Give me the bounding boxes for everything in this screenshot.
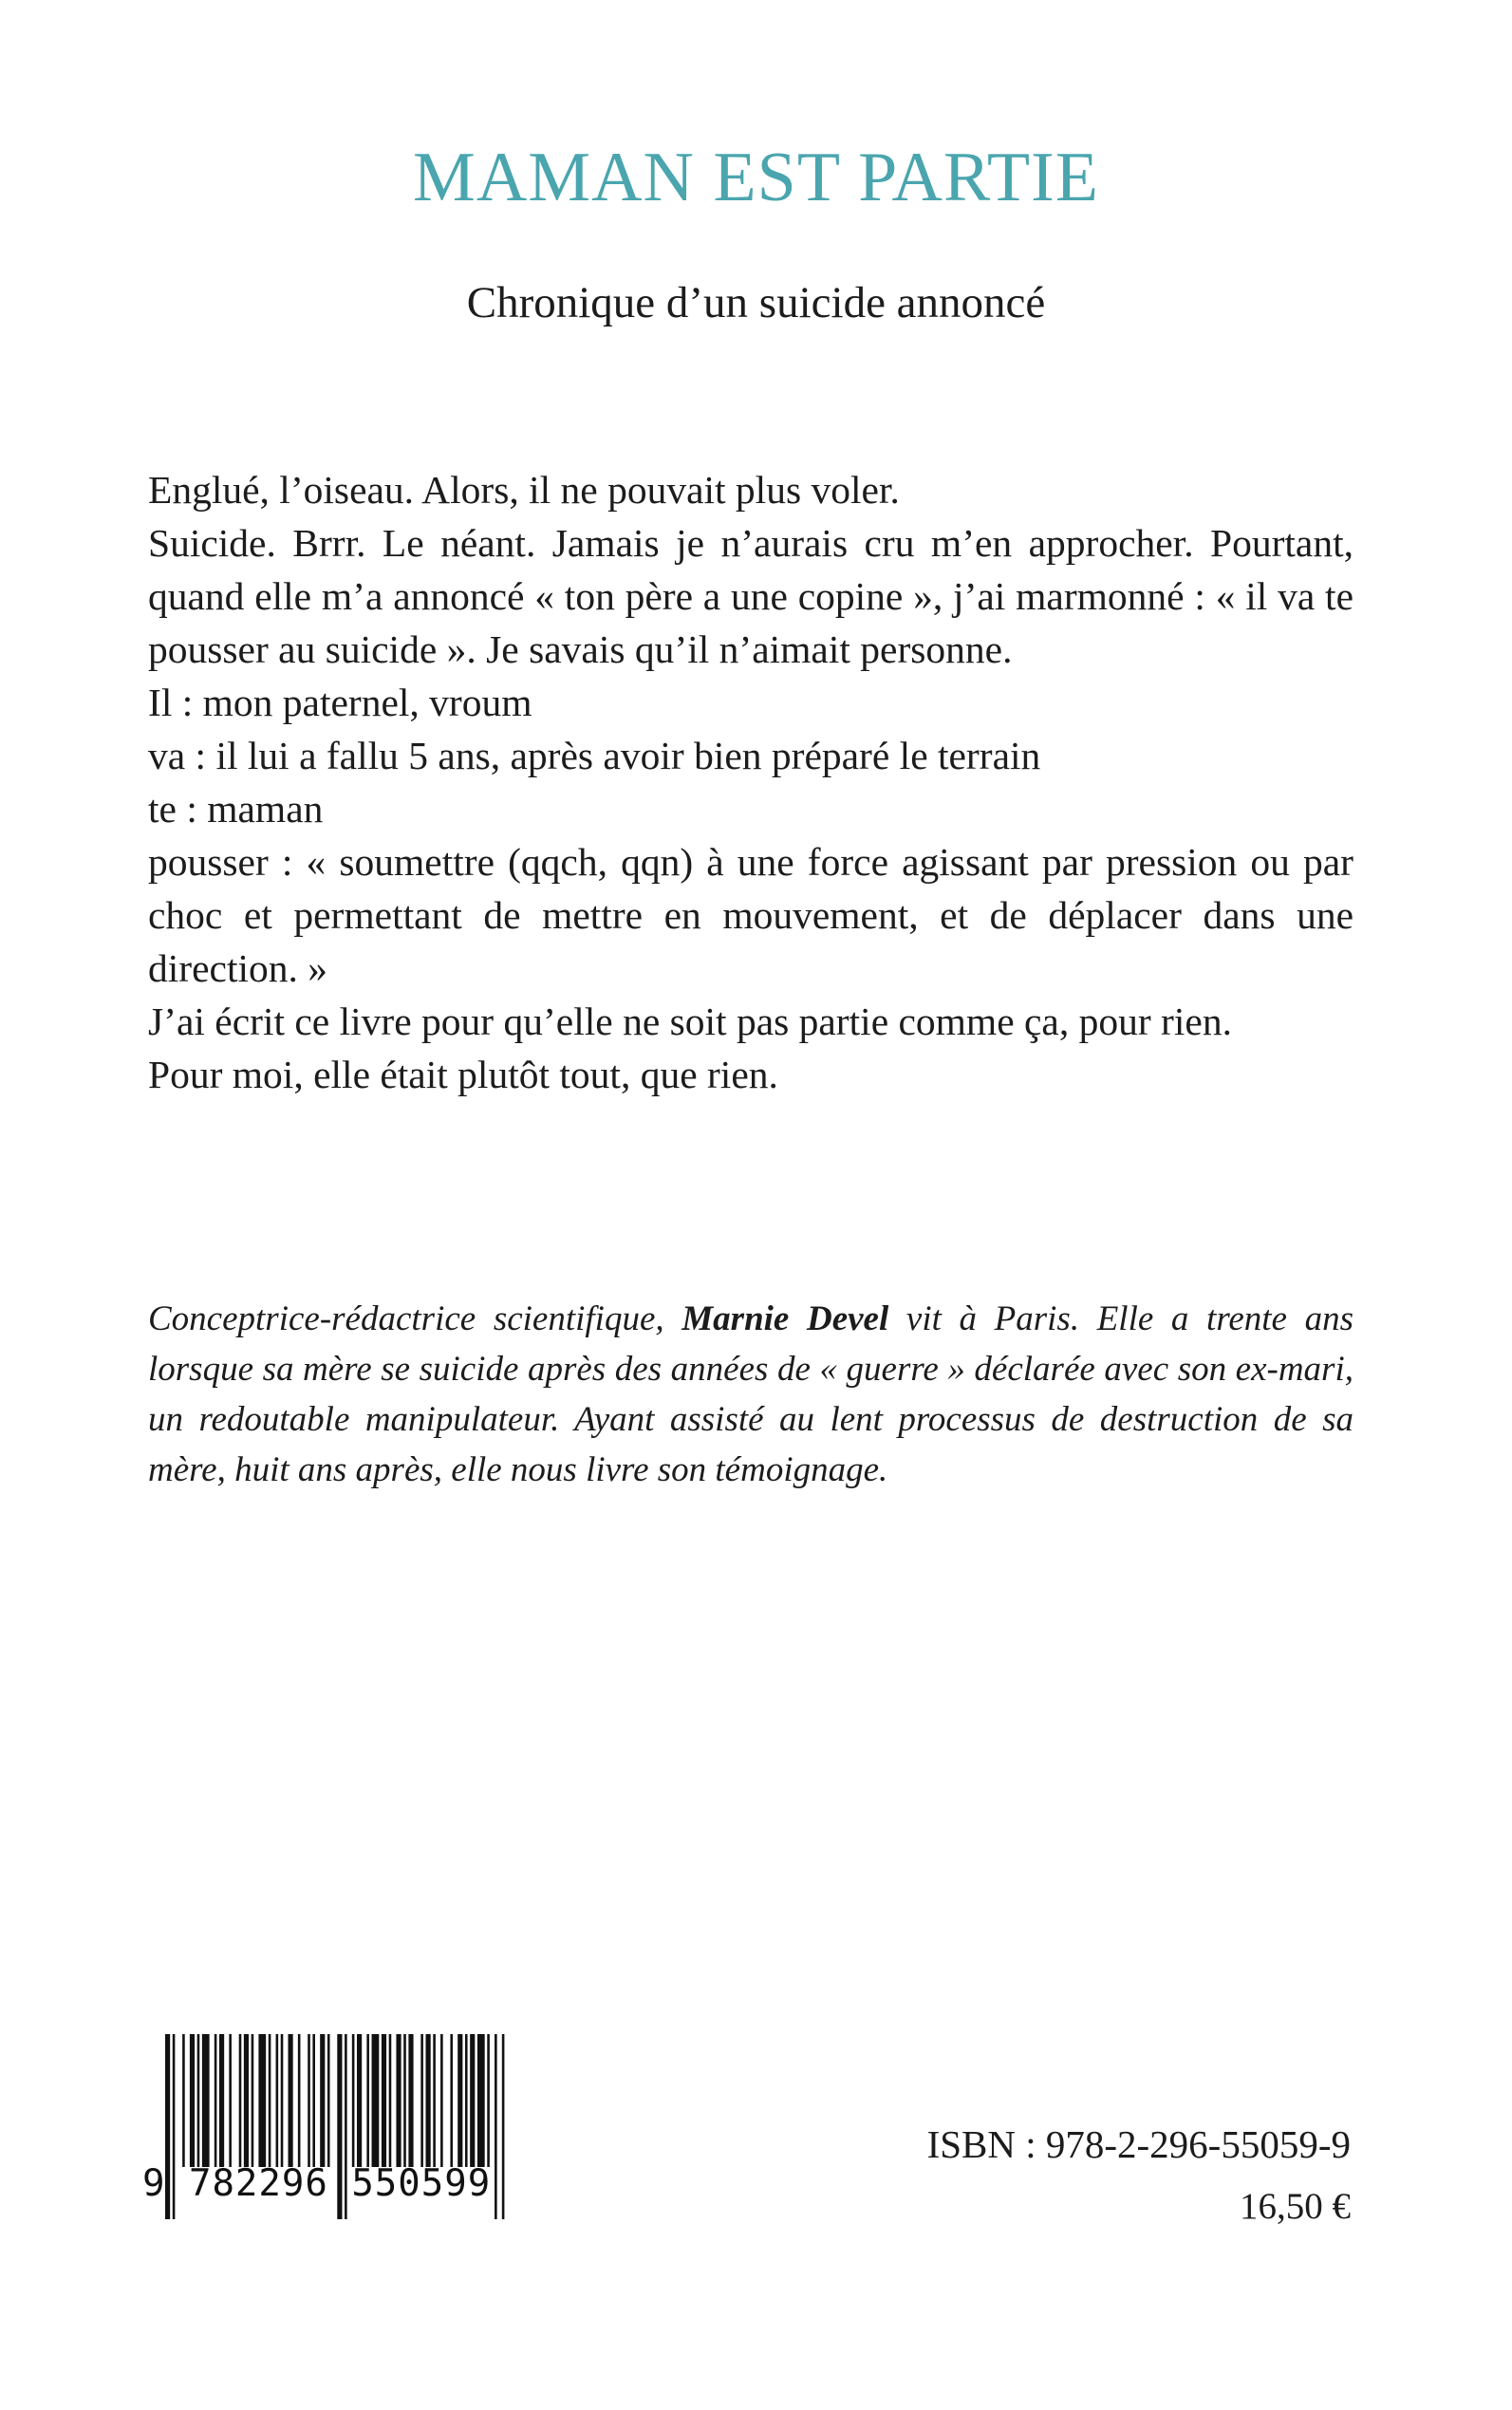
barcode-bar [477, 2034, 485, 2167]
blurb-line: va : il lui a fallu 5 ans, après avoir bien préparé le terrain [148, 734, 1041, 777]
author-bio [148, 1294, 1353, 1495]
blurb-line: J’ai écrit ce livre pour qu’elle ne soit pas partie comme ça, pour rien. [148, 999, 1232, 1043]
barcode-bar [357, 2034, 362, 2167]
isbn: ISBN : 978-2-296-55059-9 [926, 2122, 1351, 2166]
barcode-bar [298, 2034, 301, 2167]
barcode-bar [465, 2034, 468, 2167]
barcode-bar [440, 2034, 443, 2167]
barcode-bar [320, 2034, 325, 2167]
bio-text: vit à Paris. Elle a trente ans lorsque sa mère se suicide après des années de « guerre » déclarée avec son ex-mari, un redoutable manipulateur. Ayant assisté au lent processus de destruction de sa mère, huit ans après, elle nous livre son témoignage. [148, 1299, 1353, 1489]
barcode-bar [426, 2034, 431, 2167]
barcode-bar [219, 2034, 224, 2167]
barcode-bar [276, 2034, 279, 2167]
blurb-paragraph: Suicide. Brrr. Le néant. Jamais je n’aurais cru m’en approcher. Pourtant, quand elle m’a annoncé « ton père a une copine », j’ai marmonné : « il va te pousser au suicide ». Je savais qu’il n’aimait personne. [148, 521, 1353, 671]
barcode-bar [182, 2034, 185, 2167]
barcode-bar [403, 2034, 406, 2167]
barcode-bar [244, 2034, 249, 2167]
barcode-bar [289, 2034, 293, 2167]
barcode-bar [389, 2034, 392, 2167]
barcode-bar [352, 2034, 355, 2167]
barcode-bar [372, 2034, 380, 2167]
barcode-number: 9 782296 550599 [142, 2162, 492, 2205]
barcode-bar [312, 2034, 315, 2167]
blurb-line: Englué, l’oiseau. Alors, il ne pouvait plus voler. [148, 468, 900, 512]
barcode-bar [229, 2034, 232, 2167]
book-subtitle: Chronique d’un suicide annoncé [466, 278, 1046, 327]
blurb-line: te : maman [148, 787, 324, 831]
barcode-bar [252, 2034, 254, 2167]
barcode-bar [366, 2034, 369, 2167]
barcode-bar [433, 2034, 436, 2167]
back-cover-blurb [148, 463, 1353, 1101]
price: 16,50 € [1240, 2186, 1351, 2227]
bio-intro: Conceptrice-rédactrice scientifique, [148, 1299, 682, 1338]
barcode-bar [197, 2034, 200, 2167]
barcode-bar [258, 2034, 266, 2167]
barcode-bar [190, 2034, 195, 2167]
barcode-bar [408, 2034, 413, 2167]
barcode-bar [308, 2034, 310, 2167]
barcode-bar [487, 2034, 490, 2167]
barcode-bar [215, 2034, 217, 2167]
barcode-bar [202, 2034, 210, 2167]
barcode-bar [470, 2034, 475, 2167]
barcode-bar [327, 2034, 330, 2167]
barcode-bar [281, 2034, 284, 2167]
barcode-bar [382, 2034, 386, 2167]
blurb-line: Pour moi, elle était plutôt tout, que rien. [148, 1053, 778, 1096]
blurb-line: Il : mon paternel, vroum [148, 681, 532, 724]
barcode-bar [239, 2034, 242, 2167]
book-title: MAMAN EST PARTIE [413, 139, 1099, 216]
barcode-bar [269, 2034, 271, 2167]
barcode-bar [420, 2034, 423, 2167]
barcode-bar [396, 2034, 401, 2167]
blurb-paragraph: pousser : « soumettre (qqch, qqn) à une force agissant par pression ou par choc et permettant de mettre en mouvement, et de déplacer dans une direction. » [148, 840, 1353, 990]
barcode-bar [457, 2034, 462, 2167]
author-name: Marnie Devel [681, 1299, 889, 1338]
barcode-bar [450, 2034, 453, 2167]
